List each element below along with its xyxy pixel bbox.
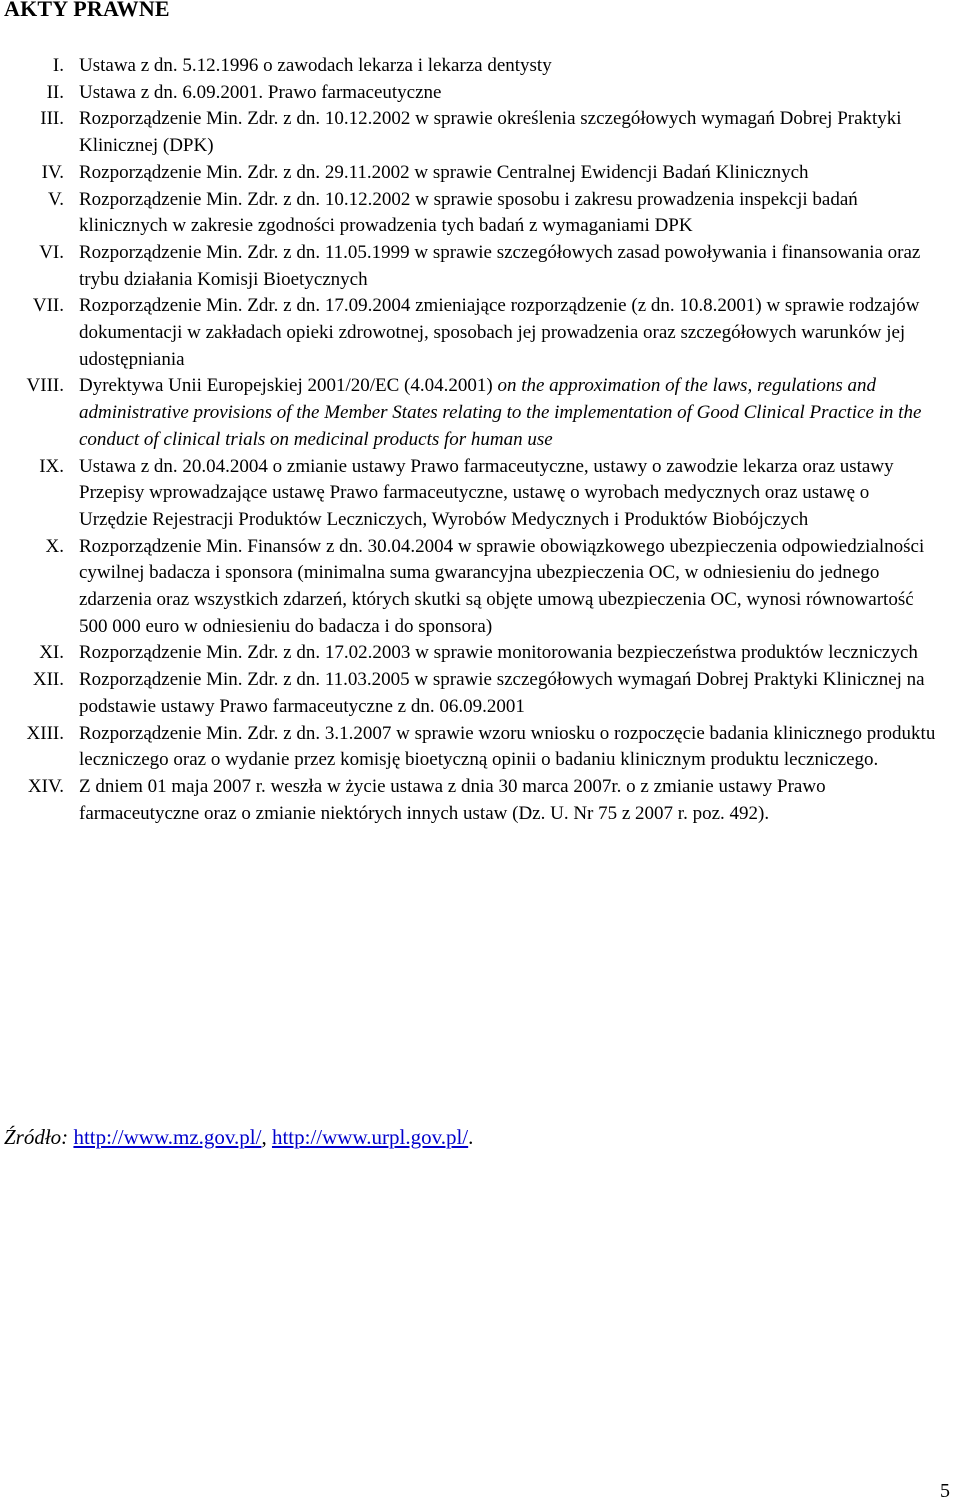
item-numeral: II. (46, 81, 64, 103)
item-numeral: VII. (32, 295, 64, 317)
item-text-regular: Ustawa z dn. 6.09.2001. Prawo farmaceutyczne (79, 81, 442, 103)
item-text (79, 774, 940, 827)
item-numeral: V. (47, 188, 64, 210)
item-text-regular: Ustawa z dn. 20.04.2004 o zmianie ustawy Prawo farmaceutyczne, ustawy o zawodzie lekarza oraz ustawy Przepisy wprowadzające ustawę Prawo farmaceutyczne, ustawę o wyrobach medycznych oraz ustawę o Urzędzie Rejestracji Produktów Leczniczych, Wyrobów Medycznych i Produktów Biobójczych (79, 455, 894, 530)
list-item (0, 534, 940, 641)
source-line (4, 1122, 473, 1152)
item-text-regular: Dyrektywa Unii Europejskiej 2001/20/EC (4.04.2001) (79, 375, 498, 397)
item-numeral: XIII. (26, 722, 64, 744)
item-text (79, 721, 940, 774)
item-text-regular: Ustawa z dn. 5.12.1996 o zawodach lekarza i lekarza dentysty (79, 55, 552, 76)
item-text-regular: Rozporządzenie Min. Zdr. z dn. 17.02.2003 w sprawie monitorowania bezpieczeństwa produktów leczniczych (79, 642, 918, 664)
legal-acts-list (0, 53, 940, 827)
source-link-urpl[interactable]: http://www.urpl.gov.pl/ (271, 1125, 469, 1149)
item-text (79, 187, 940, 240)
item-numeral: VI. (39, 241, 64, 263)
item-text (79, 640, 940, 667)
item-text (79, 454, 940, 534)
item-numeral: VIII. (26, 375, 64, 397)
item-text-regular: Rozporządzenie Min. Zdr. z dn. 10.12.2002 w sprawie określenia szczegółowych wymagań Dobrej Praktyki Klinicznej (DPK) (79, 108, 902, 157)
item-text-regular: Rozporządzenie Min. Zdr. z dn. 11.03.2005 w sprawie szczegółowych wymagań Dobrej Praktyki Klinicznej na podstawie ustawy Prawo farmaceutyczne z dn. 06.09.2001 (79, 669, 925, 717)
list-item (0, 774, 940, 827)
list-item (0, 240, 940, 293)
list-item (0, 293, 940, 373)
list-item (0, 721, 940, 774)
item-text (79, 240, 940, 293)
source-end: . (468, 1125, 474, 1149)
item-numeral: XI. (39, 642, 64, 664)
item-text-italic: on the approximation of the laws, regulations and administrative provisions of the Member States relating to the implementation of Good Clinical Practice in the conduct of clinical trials on medicinal products for human use (79, 375, 922, 450)
source-link-mz[interactable]: http://www.mz.gov.pl/ (73, 1125, 262, 1149)
item-text-regular: Rozporządzenie Min. Zdr. z dn. 17.09.2004 zmieniające rozporządzenie (z dn. 10.8.2001) w sprawie rodzajów dokumentacji w zakładach opieki zdrowotnej, sposobach jej prowadzenia oraz szczegółowych warunków jej udostępniania (79, 295, 920, 370)
item-text (79, 667, 940, 720)
page-number: 5 (940, 1480, 950, 1502)
list-item (0, 667, 940, 720)
item-text-regular: Z dniem 01 maja 2007 r. weszła w życie ustawa z dnia 30 marca 2007r. o z zmianie ustawy Prawo farmaceutyczne oraz o zmianie niektórych innych ustaw (Dz. U. Nr 75 z 2007 r. poz. 492). (79, 775, 826, 824)
list-item (0, 106, 940, 159)
source-label: Źródło: (4, 1125, 69, 1149)
list-item (0, 160, 940, 187)
item-text (79, 160, 940, 187)
list-item (0, 187, 940, 240)
item-numeral: X. (45, 535, 64, 557)
list-item (0, 640, 940, 667)
item-numeral: IX. (39, 455, 64, 477)
item-numeral: XII. (32, 669, 64, 691)
item-text (79, 53, 940, 80)
list-item (0, 373, 940, 453)
item-text (79, 80, 940, 107)
item-numeral: I. (52, 55, 64, 76)
page-title: AKTY PRAWNE (4, 0, 170, 21)
item-text-regular: Rozporządzenie Min. Finansów z dn. 30.04.2004 w sprawie obowiązkowego ubezpieczenia odpowiedzialności cywilnej badacza i sponsora (minimalna suma gwarancyjna ubezpieczenia OC, w odniesieniu do jednego zdarzenia oraz wszystkich zdarzeń, których skutki są objęte umową ubezpieczenia OC, wynosi równowartość 500 000 euro w odniesieniu do badacza i do sponsora) (79, 535, 925, 637)
list-item (0, 80, 940, 107)
item-numeral: IV. (41, 161, 64, 183)
item-text-regular: Rozporządzenie Min. Zdr. z dn. 3.1.2007 w sprawie wzoru wniosku o rozpoczęcie badania klinicznego produktu leczniczego oraz o wydanie przez komisję bioetyczną opinii o badaniu klinicznym produktu leczniczego. (79, 722, 936, 771)
item-numeral: XIV. (27, 775, 64, 797)
item-text (79, 293, 940, 373)
item-text (79, 106, 940, 159)
item-text (79, 373, 940, 453)
item-numeral: III. (40, 108, 64, 130)
item-text-regular: Rozporządzenie Min. Zdr. z dn. 10.12.2002 w sprawie sposobu i zakresu prowadzenia inspekcji badań klinicznych w zakresie zgodności prowadzenia tych badań z wymaganiami DPK (79, 188, 858, 237)
item-text-regular: Rozporządzenie Min. Zdr. z dn. 29.11.2002 w sprawie Centralnej Ewidencji Badań Klinicznych (79, 161, 809, 183)
list-item (0, 53, 940, 80)
list-item (0, 454, 940, 534)
item-text (79, 534, 940, 641)
source-separator: , (261, 1125, 267, 1149)
item-text-regular: Rozporządzenie Min. Zdr. z dn. 11.05.1999 w sprawie szczegółowych zasad powoływania i finansowania oraz trybu działania Komisji Bioetycznych (79, 241, 921, 290)
